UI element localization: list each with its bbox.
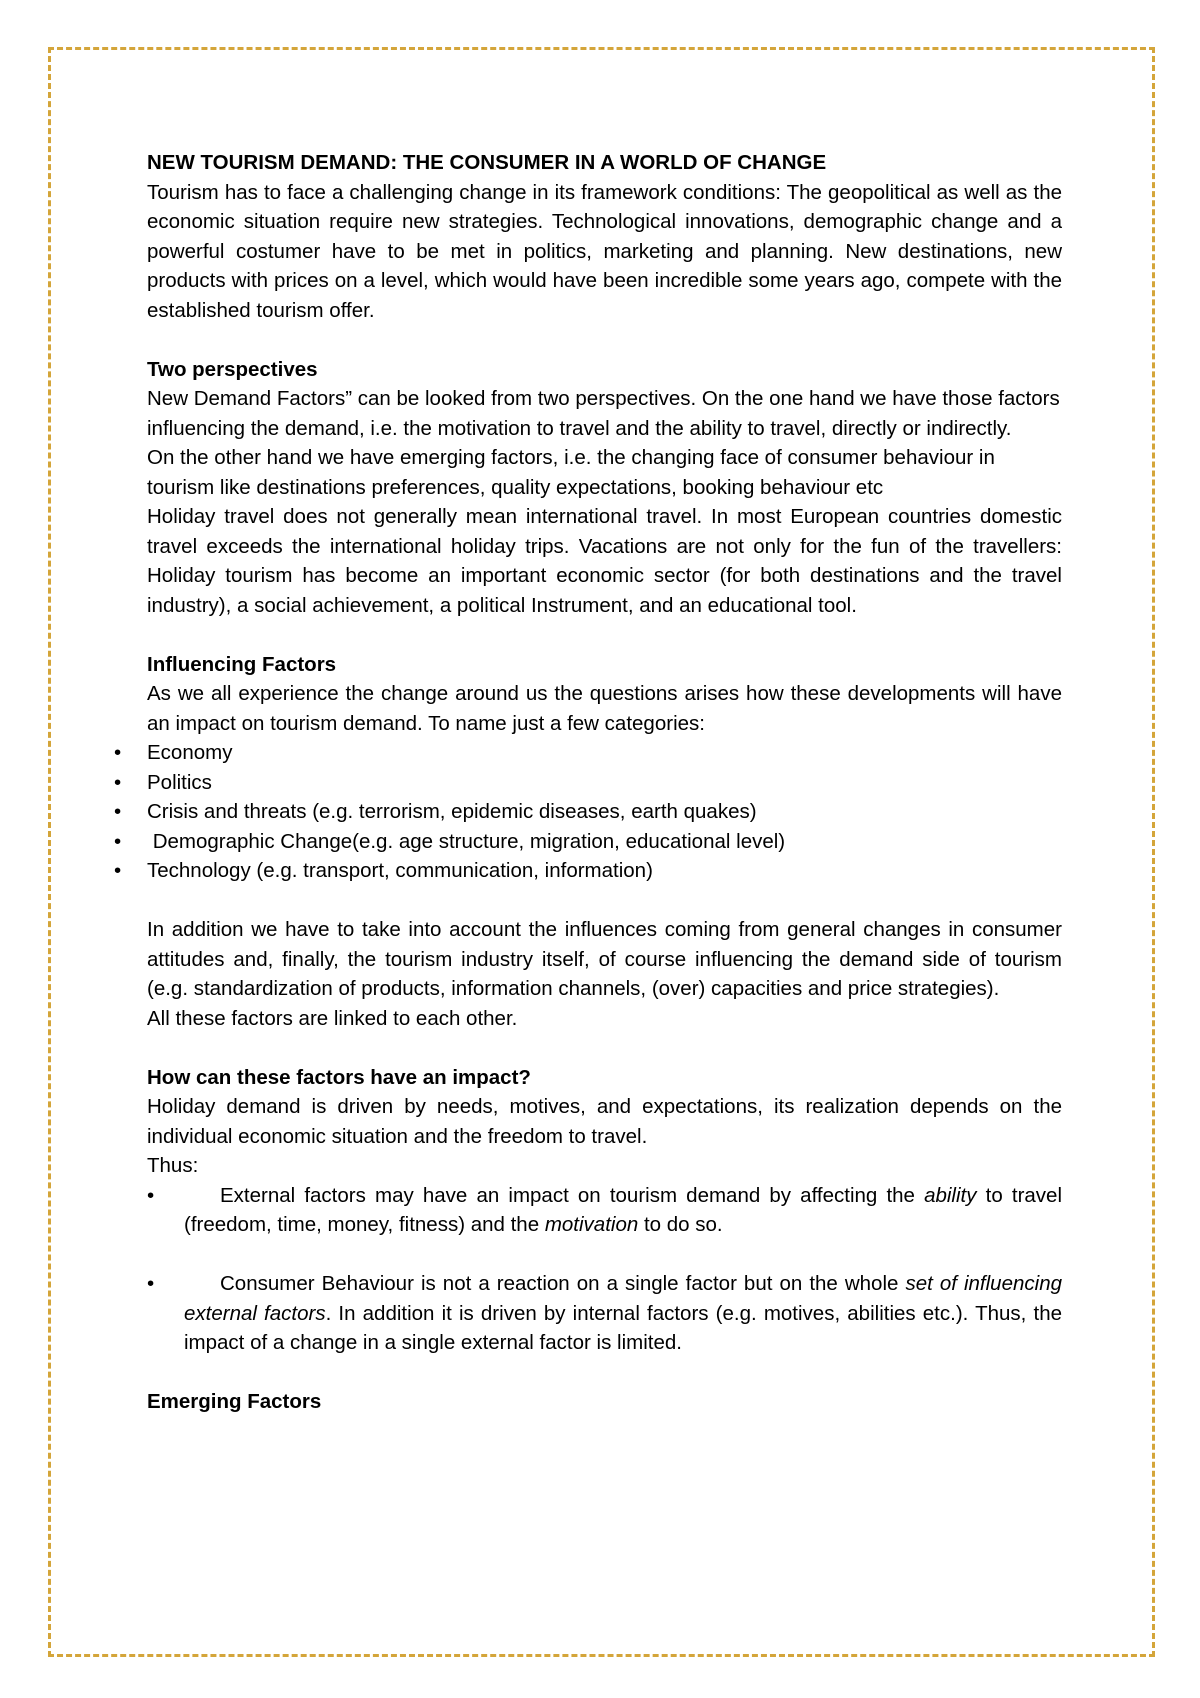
- list-item-text: Technology (e.g. transport, communication, information): [147, 859, 653, 882]
- influencing-factors-list: [114, 738, 1062, 886]
- list-item: [114, 797, 1062, 827]
- intro-paragraph: Tourism has to face a challenging change in its framework conditions: The geopolitical as well as the economic situation require new strategies. Technological innovations, demographic change and a powerful costumer have to be met in politics, marketing and planning. New destinations, new products with prices on a level, which would have been incredible some years ago, compete with the established tourism offer.: [147, 180, 1062, 322]
- list-item: [114, 856, 1062, 886]
- list-item-text: Politics: [147, 770, 212, 794]
- list-item: [114, 738, 1062, 768]
- influencing-factors-heading: Influencing Factors: [147, 652, 337, 676]
- emerging-factors-heading: Emerging Factors: [147, 1390, 322, 1413]
- list-item-text: Demographic Change(e.g. age structure, migration, educational level): [147, 829, 786, 853]
- influencing-factors-paragraph: As we all experience the change around us the questions arises how these developments will have an impact on tourism demand. To name just a few categories:: [147, 682, 1062, 735]
- impact-paragraph: Holiday demand is driven by needs, motives, and expectations, its realization depends on the individual economic situation and the freedom to travel.: [147, 1095, 1062, 1148]
- bullet-icon: •: [114, 859, 122, 882]
- list-item: [114, 768, 1062, 798]
- list-item: [114, 827, 1062, 857]
- document-title: NEW TOURISM DEMAND: THE CONSUMER IN A WORLD OF CHANGE: [147, 151, 827, 174]
- linked-factors-paragraph: All these factors are linked to each other.: [147, 1006, 518, 1030]
- document-body: [114, 148, 1062, 1417]
- impact-heading: How can these factors have an impact?: [147, 1065, 531, 1089]
- list-item-text: Crisis and threats (e.g. terrorism, epidemic diseases, earth quakes): [147, 800, 757, 823]
- two-perspectives-paragraph-3: Holiday travel does not generally mean international travel. In most European countries domestic travel exceeds the international holiday trips. Vacations are not only for the fun of the travellers: Holiday tourism has become an important economic sector (for both destinations and the travel industry), a social achievement, a political Instrument, and an educational tool.: [147, 505, 1062, 617]
- influences-paragraph: In addition we have to take into account the influences coming from general changes in consumer attitudes and, finally, the tourism industry itself, of course influencing the demand side of tourism (e.g. standardization of products, information channels, (over) capacities and price strategies).: [147, 918, 1062, 1000]
- bullet-icon: •: [114, 800, 122, 823]
- impact-bullet-external: • External factors may have an impact on tourism demand by affecting the ability to travel (freedom, time, money, fitness) and the motivation to do so.: [147, 1181, 1062, 1240]
- two-perspectives-paragraph-2: On the other hand we have emerging factors, i.e. the changing face of consumer behaviour in tourism like destinations preferences, quality expectations, booking behaviour etc: [147, 446, 995, 499]
- thus-label: Thus:: [147, 1154, 199, 1177]
- bullet-icon: •: [114, 770, 122, 794]
- bullet-icon: •: [147, 1272, 155, 1295]
- two-perspectives-heading: Two perspectives: [147, 357, 318, 381]
- impact-bullet-consumer: • Consumer Behaviour is not a reaction on a single factor but on the whole set of influencing external factors. In addition it is driven by internal factors (e.g. motives, abilities etc.). Thus, the impact of a change in a single external factor is limited.: [147, 1269, 1062, 1358]
- two-perspectives-paragraph-1: New Demand Factors” can be looked from two perspectives. On the one hand we have those factors influencing the demand, i.e. the motivation to travel and the ability to travel, directly or indirectly.: [147, 387, 1060, 440]
- list-item-text: Economy: [147, 741, 233, 764]
- bullet-icon: •: [147, 1183, 155, 1207]
- bullet-icon: •: [114, 741, 122, 764]
- bullet-icon: •: [114, 829, 122, 853]
